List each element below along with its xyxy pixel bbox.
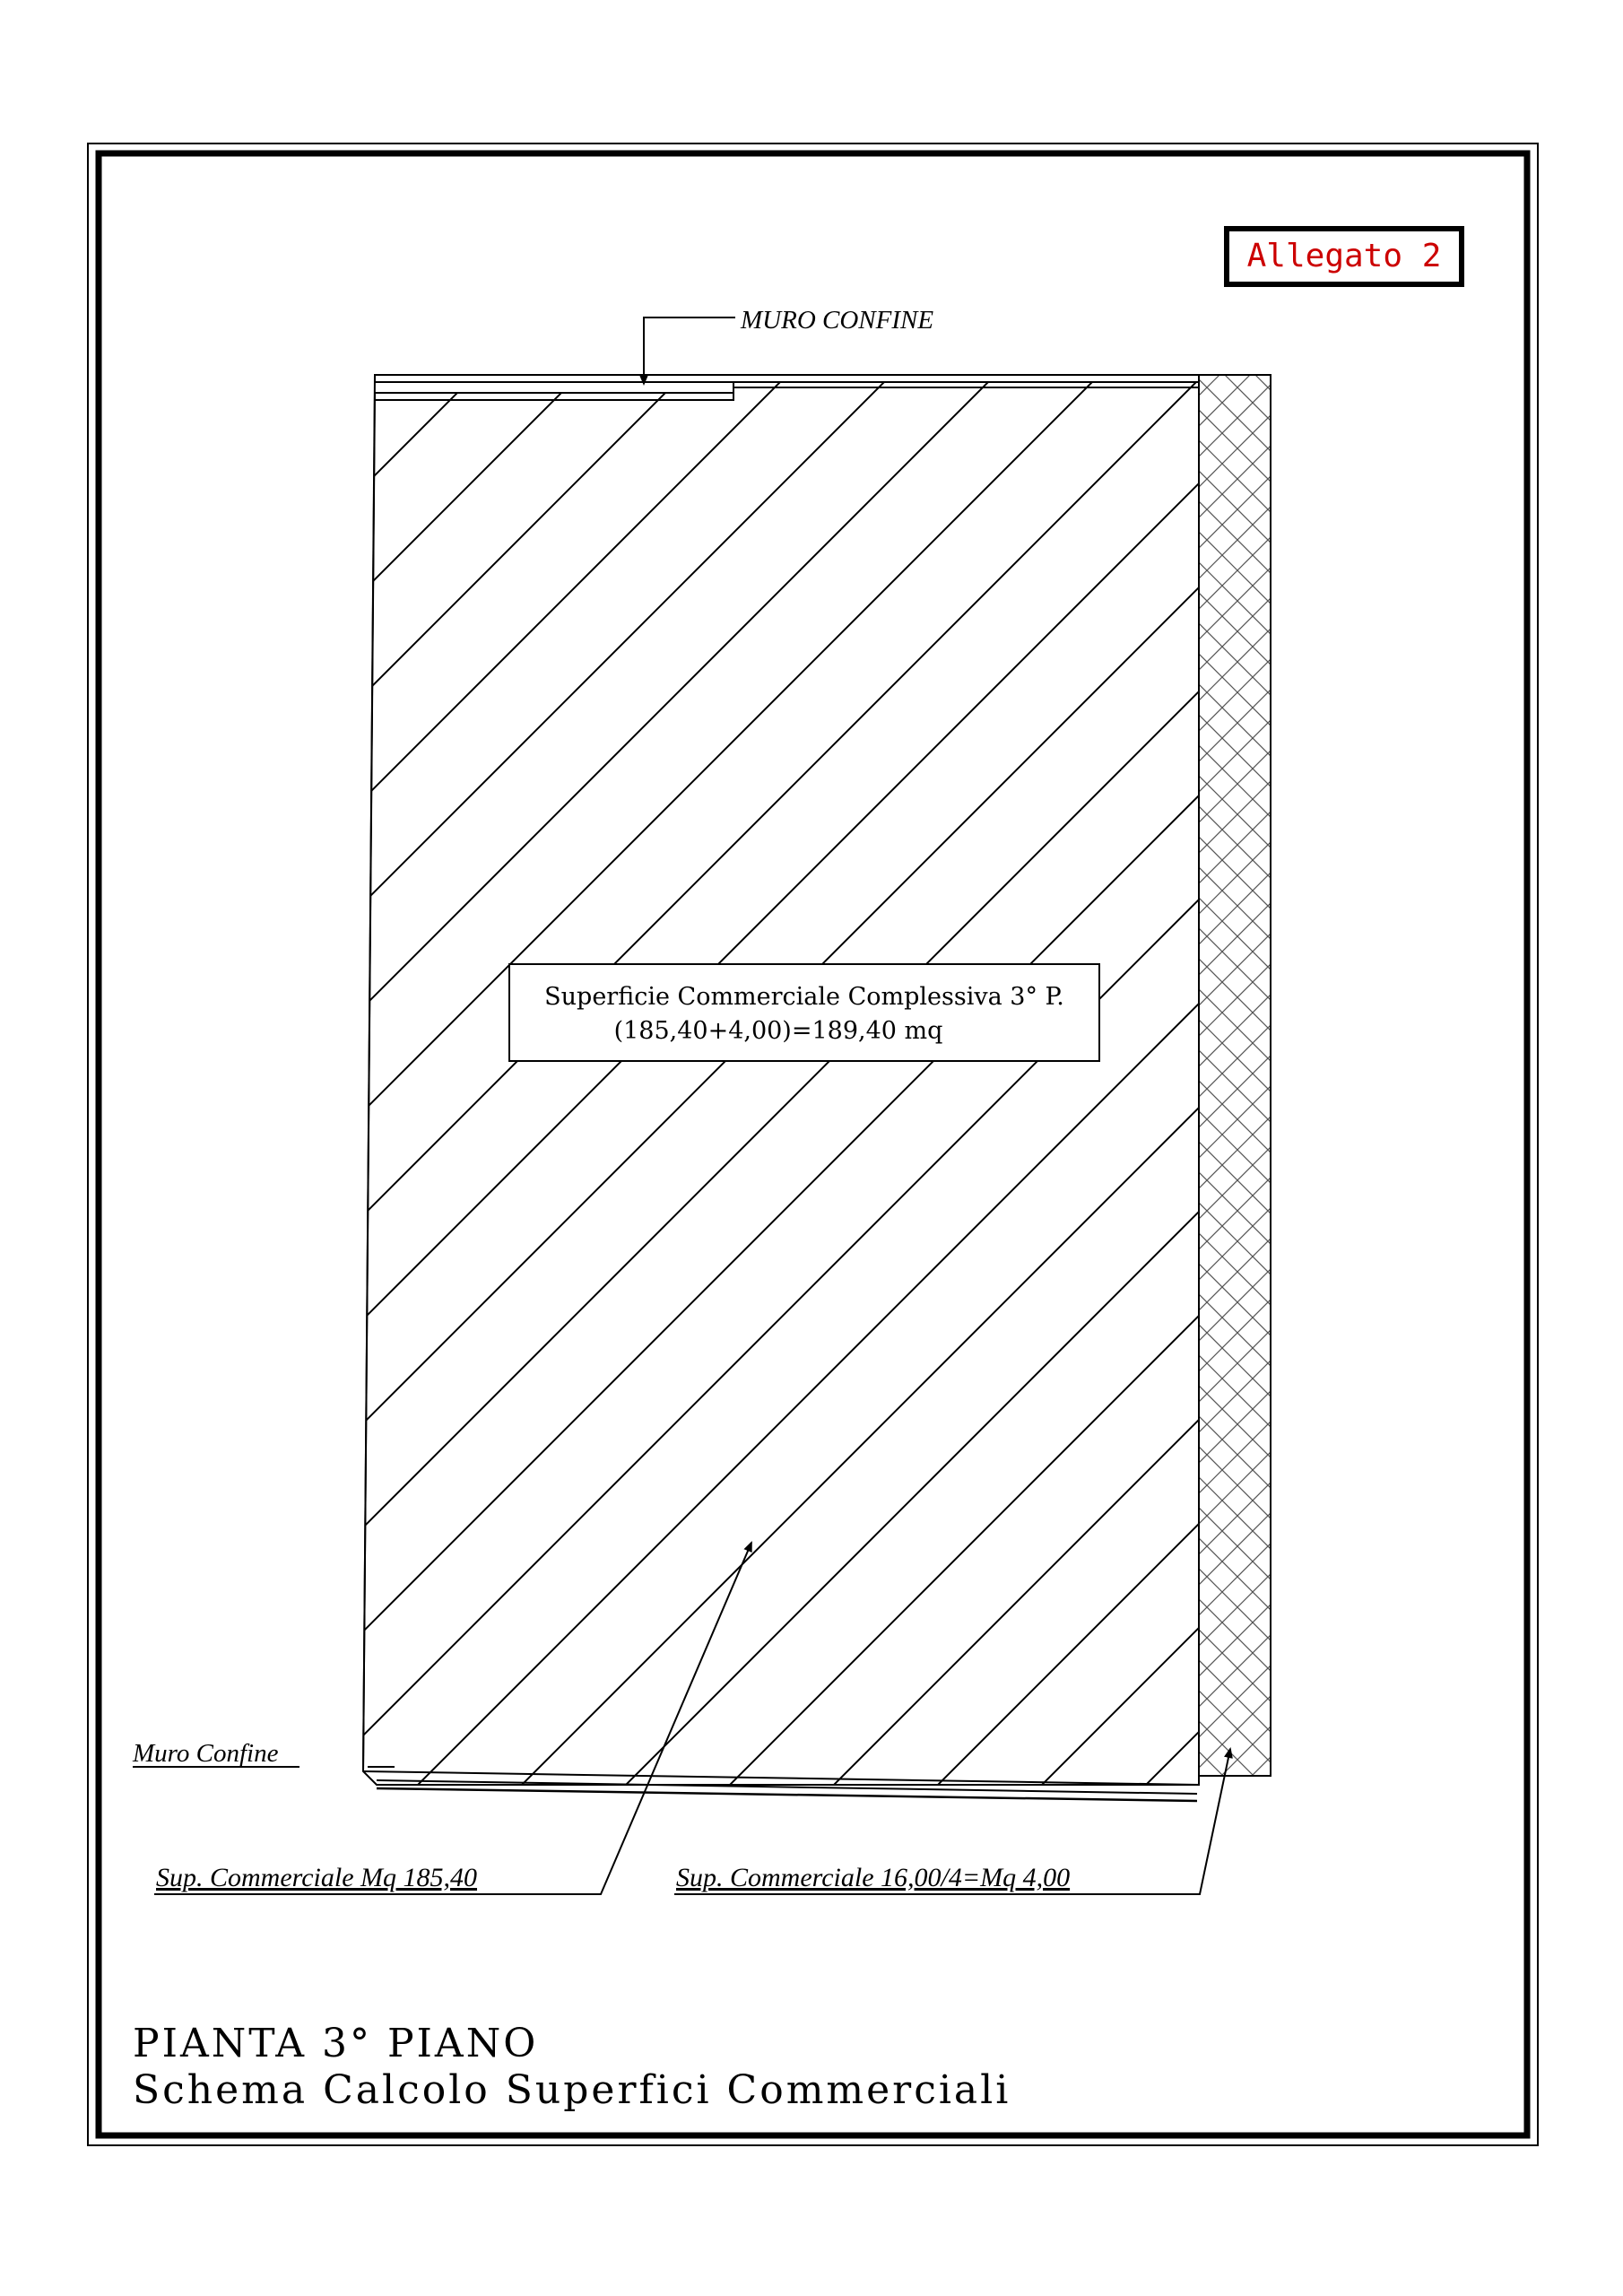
hatch-line bbox=[0, 0, 538, 538]
hatch-line bbox=[0, 0, 850, 850]
hatch-line bbox=[0, 0, 1266, 1266]
wall-hatch-line bbox=[0, 1284, 1623, 2296]
wall-hatch-line bbox=[0, 0, 1289, 1290]
wall-hatch-line bbox=[0, 1101, 1623, 2296]
sup-main-label: Sup. Commerciale Mq 185,40 bbox=[156, 1863, 478, 1892]
wall-hatch-line bbox=[0, 217, 1623, 2296]
main-area-outline bbox=[363, 382, 1199, 1785]
wall-hatch-line bbox=[0, 187, 1623, 2296]
wall-hatch-line bbox=[0, 0, 1076, 1076]
wall-hatch-line bbox=[0, 1315, 1623, 2296]
wall-hatch-line bbox=[0, 95, 1623, 2296]
wall-hatch-line bbox=[0, 0, 1259, 1259]
wall-hatch-line bbox=[0, 126, 1623, 2296]
left-wall-line bbox=[363, 375, 375, 1771]
wall-hatch-line bbox=[0, 0, 1107, 1107]
muro-confine-bottom-label: Muro Confine bbox=[133, 1739, 279, 1768]
summary-line-1: Superficie Commerciale Complessiva 3° P. bbox=[544, 983, 1064, 1011]
wall-hatch-line bbox=[0, 248, 1623, 2296]
wall-hatch-line bbox=[0, 4, 1623, 2296]
frame-outer bbox=[88, 144, 1538, 2145]
wall-hatch-line bbox=[0, 309, 1623, 2296]
top-boundary-wall bbox=[375, 375, 1199, 382]
summary-box bbox=[509, 964, 1099, 1061]
wall-hatch-line bbox=[0, 430, 1623, 2296]
muro-confine-top-label: MURO CONFINE bbox=[741, 306, 934, 335]
right-wall-outline bbox=[1199, 375, 1271, 1776]
wall-hatch-line bbox=[0, 370, 1623, 2296]
hatch-line bbox=[0, 0, 1058, 1058]
wall-hatch-line bbox=[0, 339, 1623, 2296]
allegato-badge-label: Allegato 2 bbox=[1246, 238, 1442, 274]
wall-hatch-line bbox=[0, 0, 1350, 1351]
plan-title: PIANTA 3° PIANO bbox=[133, 2021, 539, 2066]
bottom-boundary-line-3 bbox=[377, 1788, 1197, 1801]
wall-hatch-line bbox=[0, 1132, 1623, 2296]
wall-hatch-line bbox=[0, 1162, 1623, 2296]
muro-confine-top-leader bbox=[644, 317, 735, 384]
wall-hatch-line bbox=[0, 65, 1623, 2296]
wall-hatch-line bbox=[0, 156, 1623, 2296]
wall-hatch-line bbox=[0, 1254, 1623, 2296]
wall-hatch-line bbox=[0, 1345, 1623, 2296]
wall-hatch-line bbox=[0, 400, 1623, 2296]
wall-hatch-line bbox=[0, 34, 1623, 2296]
sup-main-leader bbox=[154, 1543, 751, 1894]
plan-subtitle: Schema Calcolo Superfici Commerciali bbox=[133, 2067, 1011, 2113]
wall-hatch-line bbox=[0, 0, 1320, 1320]
frame-inner bbox=[99, 153, 1527, 2135]
summary-line-2: (185,40+4,00)=189,40 mq bbox=[613, 1017, 943, 1045]
sup-wall-label: Sup. Commerciale 16,00/4=Mq 4,00 bbox=[676, 1863, 1071, 1892]
